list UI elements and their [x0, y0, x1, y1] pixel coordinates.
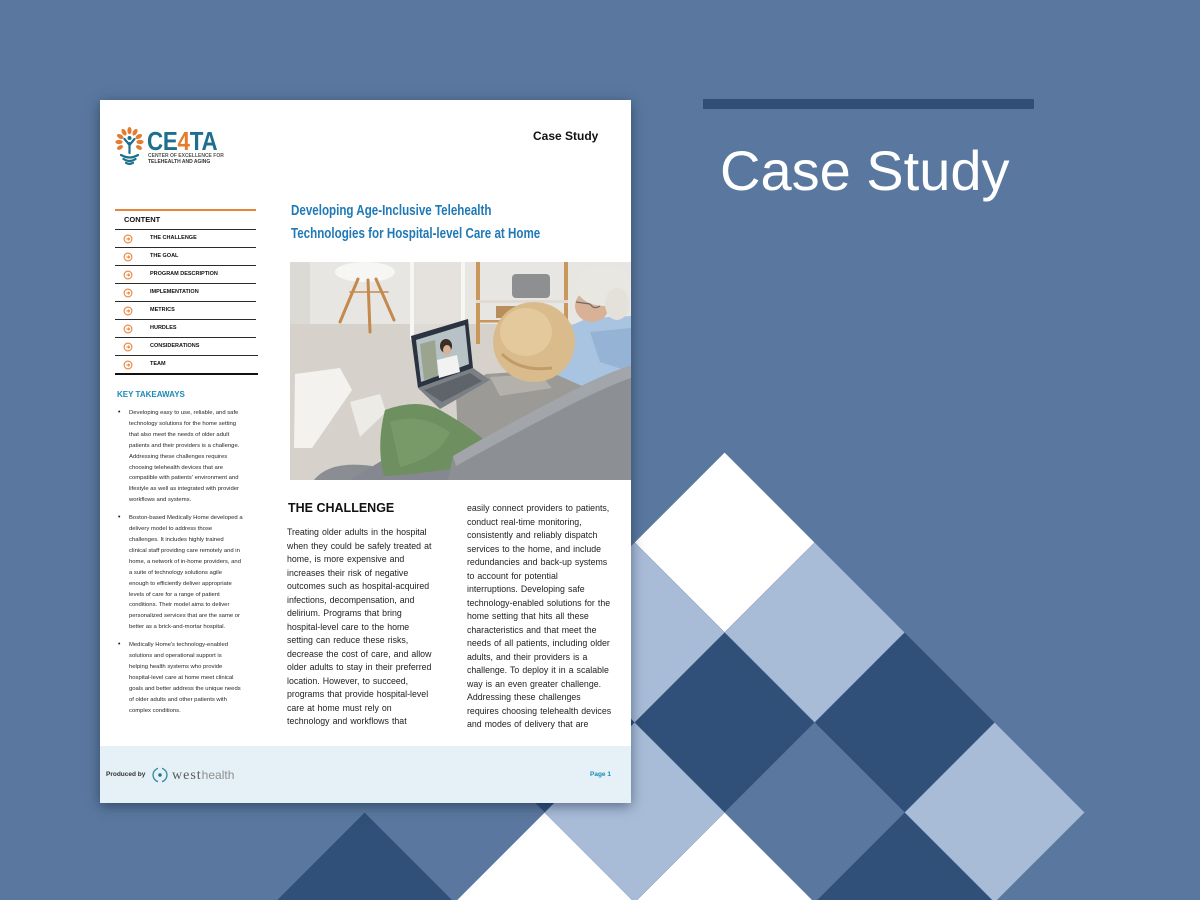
body-line: Treating older adults in the hospital: [287, 527, 427, 537]
document-page: [100, 100, 631, 803]
takeaway-line: goals and better address the unique needs: [129, 685, 241, 692]
document-title-line: Technologies for Hospital-level Care at Home: [291, 226, 541, 242]
takeaway-line: enough to efficiently deliver appropriate: [129, 580, 232, 587]
body-line: consistently and reliably dispatch: [467, 530, 598, 540]
body-line: to account for potential: [467, 570, 558, 581]
body-line: challenge. To deploy it in a scalable: [467, 665, 609, 675]
body-line: conduct real-time monitoring,: [467, 516, 582, 527]
body-line: care at home must rely on: [287, 702, 392, 713]
toc-item-label: IMPLEMENTATION: [150, 289, 199, 295]
toc-item-label: TEAM: [150, 361, 166, 367]
takeaway-line: that also meet the needs of older adult: [129, 431, 230, 438]
toc-item-label: CONSIDERATIONS: [150, 343, 200, 349]
page-number: Page 1: [590, 771, 611, 778]
document-type-label: Case Study: [533, 129, 599, 143]
toc-item-label: PROGRAM DESCRIPTION: [150, 271, 218, 277]
westhealth-word-health: health: [201, 768, 235, 782]
body-line: older adults to stay in their preferred: [287, 662, 432, 672]
decor-diamond: [275, 813, 455, 900]
westhealth-wordmark: [172, 766, 234, 785]
toc-divider: [115, 209, 256, 211]
key-takeaways-heading: KEY TAKEAWAYS: [117, 390, 185, 399]
document-title: [291, 200, 540, 246]
takeaway-line: of older adults and other patients with: [129, 696, 227, 703]
body-line: home setting that hits all these: [467, 611, 589, 621]
takeaway-line: levels of care for a range of patient: [129, 591, 220, 598]
bullet-icon: •: [118, 409, 121, 416]
bullet-icon: •: [118, 514, 121, 522]
body-line: adults, and their providers is a: [467, 651, 588, 662]
body-line: and modes of delivery that are: [467, 719, 589, 729]
body-line: interruptions. Developing safe: [467, 584, 585, 594]
westhealth-circle-dot-icon: [151, 766, 169, 784]
body-line: delirium. Programs that bring: [287, 608, 402, 618]
body-line: home, is more expensive and: [287, 554, 405, 564]
toc-list: [115, 229, 258, 375]
takeaway-bullet: [117, 513, 265, 633]
westhealth-word-west: west: [172, 768, 202, 783]
document-title-line: Developing Age-Inclusive Telehealth: [291, 203, 492, 219]
takeaway-line: patients and their providers is a challenge.: [129, 442, 240, 449]
takeaway-line: a suite of technology solutions agile: [129, 569, 223, 576]
circle-arrow-right-icon: [123, 288, 133, 298]
toc-item: [115, 283, 256, 301]
toc-item-label: HURDLES: [150, 325, 177, 331]
body-line: infections, decompensation, and: [287, 594, 415, 605]
takeaway-line: lifestyle as well as integrated with provider: [129, 486, 240, 493]
toc-item: [115, 337, 256, 355]
brand-prefix: CE: [147, 126, 178, 156]
toc-item: [115, 229, 256, 247]
circle-arrow-right-icon: [123, 360, 133, 370]
body-column-right: [467, 502, 627, 732]
takeaway-line: Boston-based Medically Home developed a: [129, 515, 243, 522]
brand-subtitle-line: CENTER OF EXCELLENCE FOR: [148, 153, 224, 159]
body-line: easily connect providers to patients,: [467, 503, 610, 513]
takeaway-bullet: [117, 408, 265, 506]
circle-arrow-right-icon: [123, 234, 133, 244]
body-line: technology and workflows that: [287, 716, 407, 726]
toc-item: [115, 301, 256, 319]
toc-item-label: METRICS: [150, 307, 175, 313]
brand-subtitle-line: TELEHEALTH AND AGING: [148, 159, 211, 165]
toc-item-label: THE CHALLENGE: [150, 235, 197, 241]
title-accent-bar: [703, 99, 1034, 109]
circle-arrow-right-icon: [123, 342, 133, 352]
body-line: outcomes such as hospital-acquired: [287, 581, 430, 591]
body-line: programs that provide hospital-level: [287, 689, 429, 699]
circle-arrow-right-icon: [123, 270, 133, 280]
takeaway-bullet: [117, 640, 265, 716]
circle-arrow-right-icon: [123, 306, 133, 316]
takeaway-line: challenges. It includes highly trained: [129, 536, 224, 543]
takeaway-line: choosing telehealth devices that are: [129, 464, 223, 471]
body-line: increases their risk of negative: [287, 567, 409, 578]
brand-wordmark: [147, 128, 217, 154]
toc-item-label: THE GOAL: [150, 253, 179, 259]
older-couple-video-call-with-doctor-photo: [290, 262, 631, 480]
slide-title: Case Study: [720, 139, 1010, 202]
brand-suffix: TA: [189, 126, 218, 156]
takeaway-line: complex conditions.: [129, 707, 181, 714]
produced-by-label: Produced by: [106, 771, 146, 778]
tree-with-signal-waves-icon: [113, 127, 146, 166]
takeaway-line: technology solutions for the home setting: [129, 420, 237, 427]
takeaway-line: solutions and operational support is: [129, 653, 222, 660]
toc-item: [115, 265, 256, 283]
takeaway-line: Medically Home's technology-enabled: [129, 642, 229, 649]
page-footer: [100, 746, 631, 803]
takeaway-line: conditions. Their model aims to deliver: [129, 602, 230, 609]
bullet-icon: •: [118, 641, 121, 649]
toc-item: [115, 319, 256, 337]
toc-item: [115, 247, 256, 265]
section-heading: THE CHALLENGE: [288, 501, 395, 515]
body-column-left: [287, 526, 447, 729]
takeaway-line: compatible with patients' environment and: [129, 475, 239, 482]
takeaway-line: helping health systems who provide: [129, 663, 223, 670]
body-line: requires choosing telehealth devices: [467, 705, 612, 716]
toc-item: [115, 355, 258, 375]
body-line: way is an even greater challenge.: [467, 678, 602, 689]
takeaway-line: clinical staff providing care remotely and in: [129, 547, 240, 554]
takeaway-line: home, a network of in-home providers, and: [129, 558, 241, 565]
body-line: Addressing these challenges: [467, 692, 581, 702]
body-line: hospital-level care to the home: [287, 621, 410, 632]
body-line: when they could be safely treated at: [287, 540, 432, 551]
circle-arrow-right-icon: [123, 252, 133, 262]
takeaway-line: hospital-level care at home meet clinical: [129, 674, 234, 681]
body-line: characteristics and that meet the: [467, 624, 597, 635]
toc-heading: CONTENT: [124, 215, 161, 224]
body-line: needs of all patients, including older: [467, 638, 610, 648]
body-line: location. However, to succeed,: [287, 675, 409, 686]
body-line: setting can reduce these risks,: [287, 635, 409, 645]
body-line: redundancies and back-up systems: [467, 557, 608, 567]
circle-arrow-right-icon: [123, 324, 133, 334]
takeaway-line: personalized services that are the same or: [129, 613, 240, 620]
key-takeaways-list: [117, 408, 265, 723]
body-line: decrease the cost of care, and allow: [287, 648, 432, 659]
takeaway-line: better as a brick-and-mortar hospital.: [129, 624, 226, 631]
takeaway-line: workflows and systems.: [129, 497, 192, 504]
body-line: services to the home, and include: [467, 543, 602, 554]
brand-subtitle: [148, 153, 224, 165]
brand-digit: 4: [177, 126, 190, 156]
takeaway-line: delivery model to address those: [129, 526, 213, 533]
takeaway-line: Addressing these challenges requires: [129, 453, 228, 460]
body-line: technology-enabled solutions for the: [467, 597, 611, 608]
takeaway-line: Developing easy to use, reliable, and safe: [129, 410, 239, 416]
